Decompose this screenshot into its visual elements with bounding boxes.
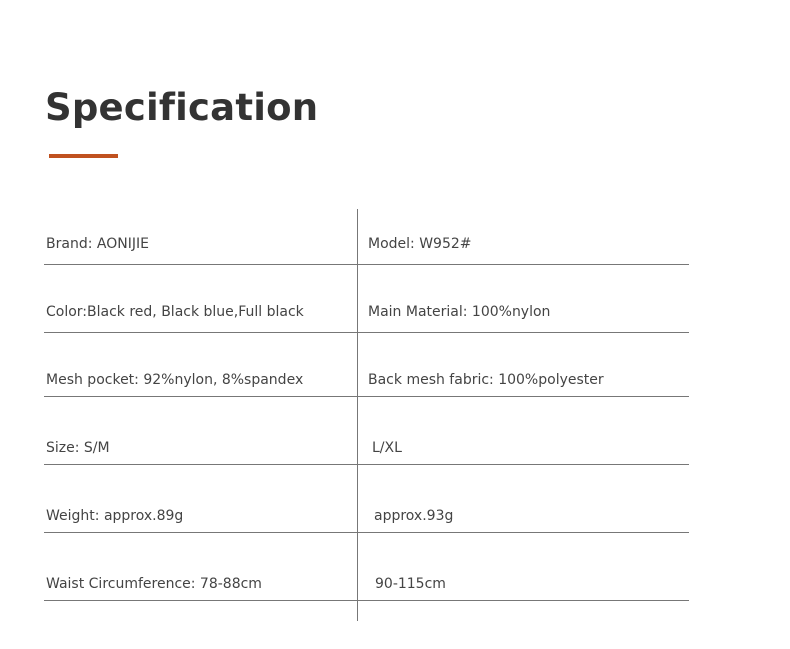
- spec-size-small: Size: S/M: [46, 440, 110, 456]
- title-underline: [49, 154, 118, 158]
- row-divider: [44, 532, 689, 533]
- spec-waist-small: Waist Circumference: 78-88cm: [46, 576, 262, 592]
- row-divider: [44, 396, 689, 397]
- spec-weight-large: approx.93g: [374, 508, 454, 524]
- spec-mesh-pocket: Mesh pocket: 92%nylon, 8%spandex: [46, 372, 304, 388]
- row-divider: [44, 600, 689, 601]
- row-divider: [44, 264, 689, 265]
- row-divider: [44, 464, 689, 465]
- page-title: Specification: [45, 86, 319, 129]
- spec-table: [44, 209, 689, 621]
- spec-size-large: L/XL: [372, 440, 402, 456]
- spec-back-mesh-fabric: Back mesh fabric: 100%polyester: [368, 372, 604, 388]
- column-divider: [357, 209, 358, 621]
- spec-model: Model: W952#: [368, 236, 472, 252]
- spec-brand: Brand: AONIJIE: [46, 236, 149, 252]
- spec-waist-large: 90-115cm: [375, 576, 446, 592]
- spec-main-material: Main Material: 100%nylon: [368, 304, 551, 320]
- spec-color: Color:Black red, Black blue,Full black: [46, 304, 304, 320]
- row-divider: [44, 332, 689, 333]
- spec-weight-small: Weight: approx.89g: [46, 508, 184, 524]
